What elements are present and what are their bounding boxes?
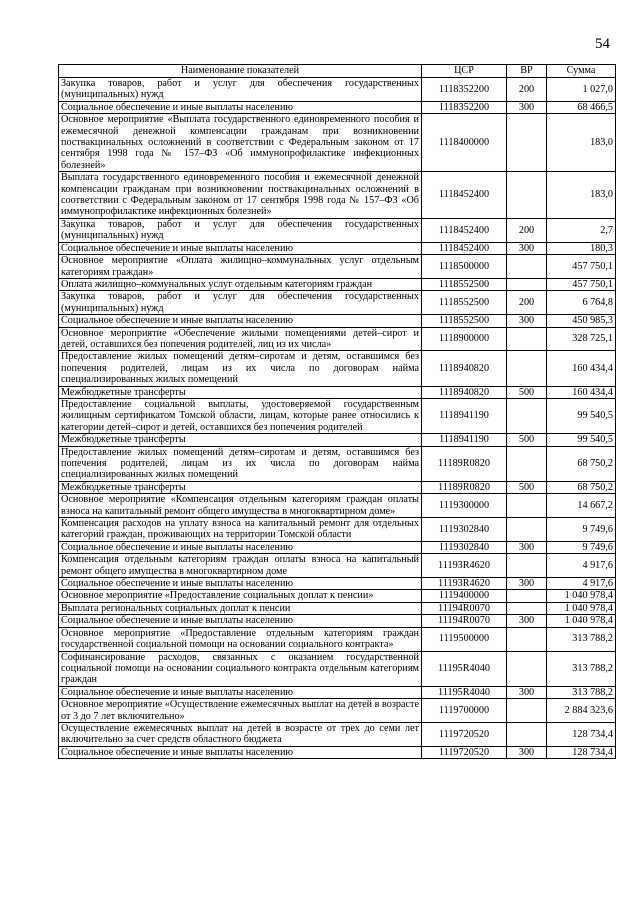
row-name-cell: Закупка товаров, работ и услуг для обеспечения государственных (муниципальных) нужд [59, 218, 422, 242]
row-name-cell: Предоставление жилых помещений детям–сиротам и детям, оставшимся без попечения родителей, лицам из их числа по договорам найма специализированных жилых помещений [59, 351, 422, 386]
row-vr-cell: 500 [507, 434, 547, 446]
row-csr-cell: 1118352200 [422, 101, 507, 113]
row-name-cell: Социальное обеспечение и иные выплаты населению [59, 541, 422, 553]
row-sum-cell: 313 788,2 [547, 651, 616, 686]
row-sum-cell: 99 540,5 [547, 398, 616, 433]
row-vr-cell [507, 518, 547, 542]
row-name-cell: Социальное обеспечение и иные выплаты населению [59, 615, 422, 627]
row-csr-cell: 1119302840 [422, 518, 507, 542]
row-csr-cell: 11194R0070 [422, 602, 507, 614]
row-sum-cell: 160 434,4 [547, 351, 616, 386]
row-vr-cell [507, 722, 547, 746]
row-name-cell: Основное мероприятие «Выплата государственного единовременного пособия и ежемесячной денежной компенсации гражданам при возникновении поствакцинальных осложнений в соответствии с Федеральным законом от 17 сентября 1998 года № 157–ФЗ «Об иммунопрофилактике инфекционных болезней» [59, 114, 422, 172]
table-header-row [59, 65, 616, 78]
row-name-cell: Межбюджетные трансферты [59, 386, 422, 398]
table-row [59, 651, 616, 686]
table-row [59, 242, 616, 254]
header-name: Наименование показателей [59, 65, 422, 78]
row-sum-cell: 313 788,2 [547, 686, 616, 698]
row-sum-cell: 128 734,4 [547, 746, 616, 758]
row-csr-cell: 1118352200 [422, 78, 507, 102]
row-name-cell: Социальное обеспечение и иные выплаты населению [59, 686, 422, 698]
row-vr-cell [507, 494, 547, 518]
row-csr-cell: 1118452400 [422, 218, 507, 242]
table-row [59, 291, 616, 315]
row-csr-cell: 1119700000 [422, 699, 507, 723]
row-name-cell: Социальное обеспечение и иные выплаты населению [59, 242, 422, 254]
row-csr-cell: 1118552500 [422, 315, 507, 327]
row-vr-cell [507, 590, 547, 602]
row-csr-cell: 11193R4620 [422, 554, 507, 578]
row-vr-cell [507, 602, 547, 614]
budget-table [58, 64, 616, 759]
row-vr-cell [507, 278, 547, 290]
row-vr-cell [507, 627, 547, 651]
table-row [59, 172, 616, 219]
row-csr-cell: 1119300000 [422, 494, 507, 518]
row-name-cell: Межбюджетные трансферты [59, 481, 422, 493]
row-csr-cell: 1118452400 [422, 242, 507, 254]
row-vr-cell: 300 [507, 615, 547, 627]
row-vr-cell [507, 327, 547, 351]
row-name-cell: Социальное обеспечение и иные выплаты населению [59, 746, 422, 758]
table-row [59, 518, 616, 542]
row-csr-cell: 11194R0070 [422, 615, 507, 627]
row-sum-cell: 14 667,2 [547, 494, 616, 518]
table-row [59, 615, 616, 627]
header-vr: ВР [507, 65, 547, 78]
row-name-cell: Основное мероприятие «Осуществление ежемесячных выплат на детей в возрасте от 3 до 7 лет включительно» [59, 699, 422, 723]
row-name-cell: Предоставление социальной выплаты, удостоверяемой государственным жилищным сертификатом Томской области, лицам, которые ранее относились к категории детей–сирот и детей, оставшихся без попечения родителей [59, 398, 422, 433]
row-vr-cell: 300 [507, 578, 547, 590]
table-row [59, 602, 616, 614]
row-name-cell: Социальное обеспечение и иные выплаты населению [59, 315, 422, 327]
row-name-cell: Софинансирование расходов, связанных с оказанием государственной социальной помощи на основании социального контракта отдельным категориям граждан [59, 651, 422, 686]
row-sum-cell: 1 040 978,4 [547, 590, 616, 602]
header-sum: Сумма [547, 65, 616, 78]
row-sum-cell: 68 750,2 [547, 446, 616, 481]
row-csr-cell: 1118941190 [422, 398, 507, 433]
table-row [59, 218, 616, 242]
row-vr-cell [507, 255, 547, 279]
row-sum-cell: 328 725,1 [547, 327, 616, 351]
row-sum-cell: 183,0 [547, 114, 616, 172]
row-sum-cell: 313 788,2 [547, 627, 616, 651]
row-name-cell: Закупка товаров, работ и услуг для обеспечения государственных (муниципальных) нужд [59, 291, 422, 315]
row-vr-cell: 300 [507, 242, 547, 254]
row-name-cell: Социальное обеспечение и иные выплаты населению [59, 578, 422, 590]
row-csr-cell: 11195R4040 [422, 651, 507, 686]
row-vr-cell: 300 [507, 315, 547, 327]
row-csr-cell: 1118500000 [422, 255, 507, 279]
row-name-cell: Основное мероприятие «Оплата жилищно–коммунальных услуг отдельным категориям граждан» [59, 255, 422, 279]
row-vr-cell [507, 446, 547, 481]
row-vr-cell: 200 [507, 218, 547, 242]
row-name-cell: Компенсация отдельным категориям граждан оплаты взноса на капитальный ремонт общего имущества в многоквартирном доме [59, 554, 422, 578]
row-sum-cell: 183,0 [547, 172, 616, 219]
row-sum-cell: 450 985,3 [547, 315, 616, 327]
row-vr-cell: 500 [507, 386, 547, 398]
table-row [59, 386, 616, 398]
row-vr-cell: 300 [507, 541, 547, 553]
row-vr-cell: 500 [507, 481, 547, 493]
row-name-cell: Основное мероприятие «Предоставление отдельным категориям граждан государственной социальной помощи на основании социального контракта» [59, 627, 422, 651]
table-row [59, 398, 616, 433]
row-sum-cell: 68 750,2 [547, 481, 616, 493]
table-row [59, 434, 616, 446]
row-csr-cell: 1119720520 [422, 746, 507, 758]
row-sum-cell: 9 749,6 [547, 518, 616, 542]
row-sum-cell: 128 734,4 [547, 722, 616, 746]
row-name-cell: Выплата государственного единовременного пособия и ежемесячной денежной компенсации гражданам при возникновении поствакцинальных осложнений в соответствии с Федеральным законом от 17 сентября 1998 года № 157–ФЗ «Об иммунопрофилактике инфекционных болезней» [59, 172, 422, 219]
row-name-cell: Социальное обеспечение и иные выплаты населению [59, 101, 422, 113]
table-row [59, 541, 616, 553]
row-vr-cell: 300 [507, 101, 547, 113]
row-vr-cell [507, 351, 547, 386]
row-name-cell: Оплата жилищно–коммунальных услуг отдельным категориям граждан [59, 278, 422, 290]
row-csr-cell: 11193R4620 [422, 578, 507, 590]
row-vr-cell: 200 [507, 291, 547, 315]
row-sum-cell: 457 750,1 [547, 255, 616, 279]
row-csr-cell: 1118940820 [422, 351, 507, 386]
row-csr-cell: 1118940820 [422, 386, 507, 398]
row-name-cell: Осуществление ежемесячных выплат на детей в возрасте от трех до семи лет включительно за счет средств областного бюджета [59, 722, 422, 746]
row-sum-cell: 1 027,0 [547, 78, 616, 102]
table-row [59, 255, 616, 279]
row-csr-cell: 1118552500 [422, 291, 507, 315]
row-csr-cell: 1118941190 [422, 434, 507, 446]
table-row [59, 722, 616, 746]
row-name-cell: Закупка товаров, работ и услуг для обеспечения государственных (муниципальных) нужд [59, 78, 422, 102]
row-sum-cell: 9 749,6 [547, 541, 616, 553]
table-row [59, 494, 616, 518]
row-sum-cell: 2 884 323,6 [547, 699, 616, 723]
row-vr-cell [507, 172, 547, 219]
row-name-cell: Основное мероприятие «Компенсация отдельным категориям граждан оплаты взноса на капитальный ремонт общего имущества в многоквартирном доме» [59, 494, 422, 518]
row-csr-cell: 11195R4040 [422, 686, 507, 698]
table-row [59, 746, 616, 758]
row-sum-cell: 4 917,6 [547, 554, 616, 578]
row-csr-cell: 1119302840 [422, 541, 507, 553]
table-row [59, 101, 616, 113]
table-row [59, 554, 616, 578]
row-name-cell: Выплата региональных социальных доплат к пенсии [59, 602, 422, 614]
row-csr-cell: 1118552500 [422, 278, 507, 290]
table-row [59, 590, 616, 602]
row-vr-cell [507, 114, 547, 172]
row-sum-cell: 68 466,5 [547, 101, 616, 113]
row-vr-cell [507, 554, 547, 578]
row-vr-cell: 300 [507, 686, 547, 698]
row-vr-cell: 300 [507, 746, 547, 758]
table-row [59, 315, 616, 327]
table-row [59, 114, 616, 172]
row-sum-cell: 1 040 978,4 [547, 602, 616, 614]
row-sum-cell: 2,7 [547, 218, 616, 242]
table-row [59, 627, 616, 651]
row-sum-cell: 99 540,5 [547, 434, 616, 446]
row-vr-cell [507, 699, 547, 723]
table-row [59, 686, 616, 698]
row-sum-cell: 4 917,6 [547, 578, 616, 590]
row-sum-cell: 6 764,8 [547, 291, 616, 315]
table-row [59, 481, 616, 493]
row-csr-cell: 1118452400 [422, 172, 507, 219]
row-vr-cell [507, 398, 547, 433]
row-sum-cell: 457 750,1 [547, 278, 616, 290]
page-number: 54 [595, 36, 610, 52]
row-csr-cell: 1118900000 [422, 327, 507, 351]
row-csr-cell: 1118400000 [422, 114, 507, 172]
row-name-cell: Межбюджетные трансферты [59, 434, 422, 446]
row-vr-cell: 200 [507, 78, 547, 102]
row-sum-cell: 160 434,4 [547, 386, 616, 398]
table-body [59, 78, 616, 759]
table-row [59, 78, 616, 102]
row-sum-cell: 1 040 978,4 [547, 615, 616, 627]
table-row [59, 578, 616, 590]
table-row [59, 278, 616, 290]
row-name-cell: Основное мероприятие «Обеспечение жилыми помещениями детей–сирот и детей, оставшихся без попечения родителей, лиц из их числа» [59, 327, 422, 351]
row-name-cell: Основное мероприятие «Предоставление социальных доплат к пенсии» [59, 590, 422, 602]
table-row [59, 327, 616, 351]
row-sum-cell: 180,3 [547, 242, 616, 254]
row-csr-cell: 11189R0820 [422, 446, 507, 481]
table-row [59, 699, 616, 723]
table-row [59, 351, 616, 386]
table-row [59, 446, 616, 481]
row-csr-cell: 1119720520 [422, 722, 507, 746]
row-name-cell: Предоставление жилых помещений детям–сиротам и детям, оставшимся без попечения родителей, лицам из их числа по договорам найма специализированных жилых помещений [59, 446, 422, 481]
row-vr-cell [507, 651, 547, 686]
header-csr: ЦСР [422, 65, 507, 78]
row-csr-cell: 1119500000 [422, 627, 507, 651]
row-csr-cell: 11189R0820 [422, 481, 507, 493]
row-csr-cell: 1119400000 [422, 590, 507, 602]
row-name-cell: Компенсация расходов на уплату взноса на капитальный ремонт для отдельных категорий граждан, проживающих на территории Томской области [59, 518, 422, 542]
